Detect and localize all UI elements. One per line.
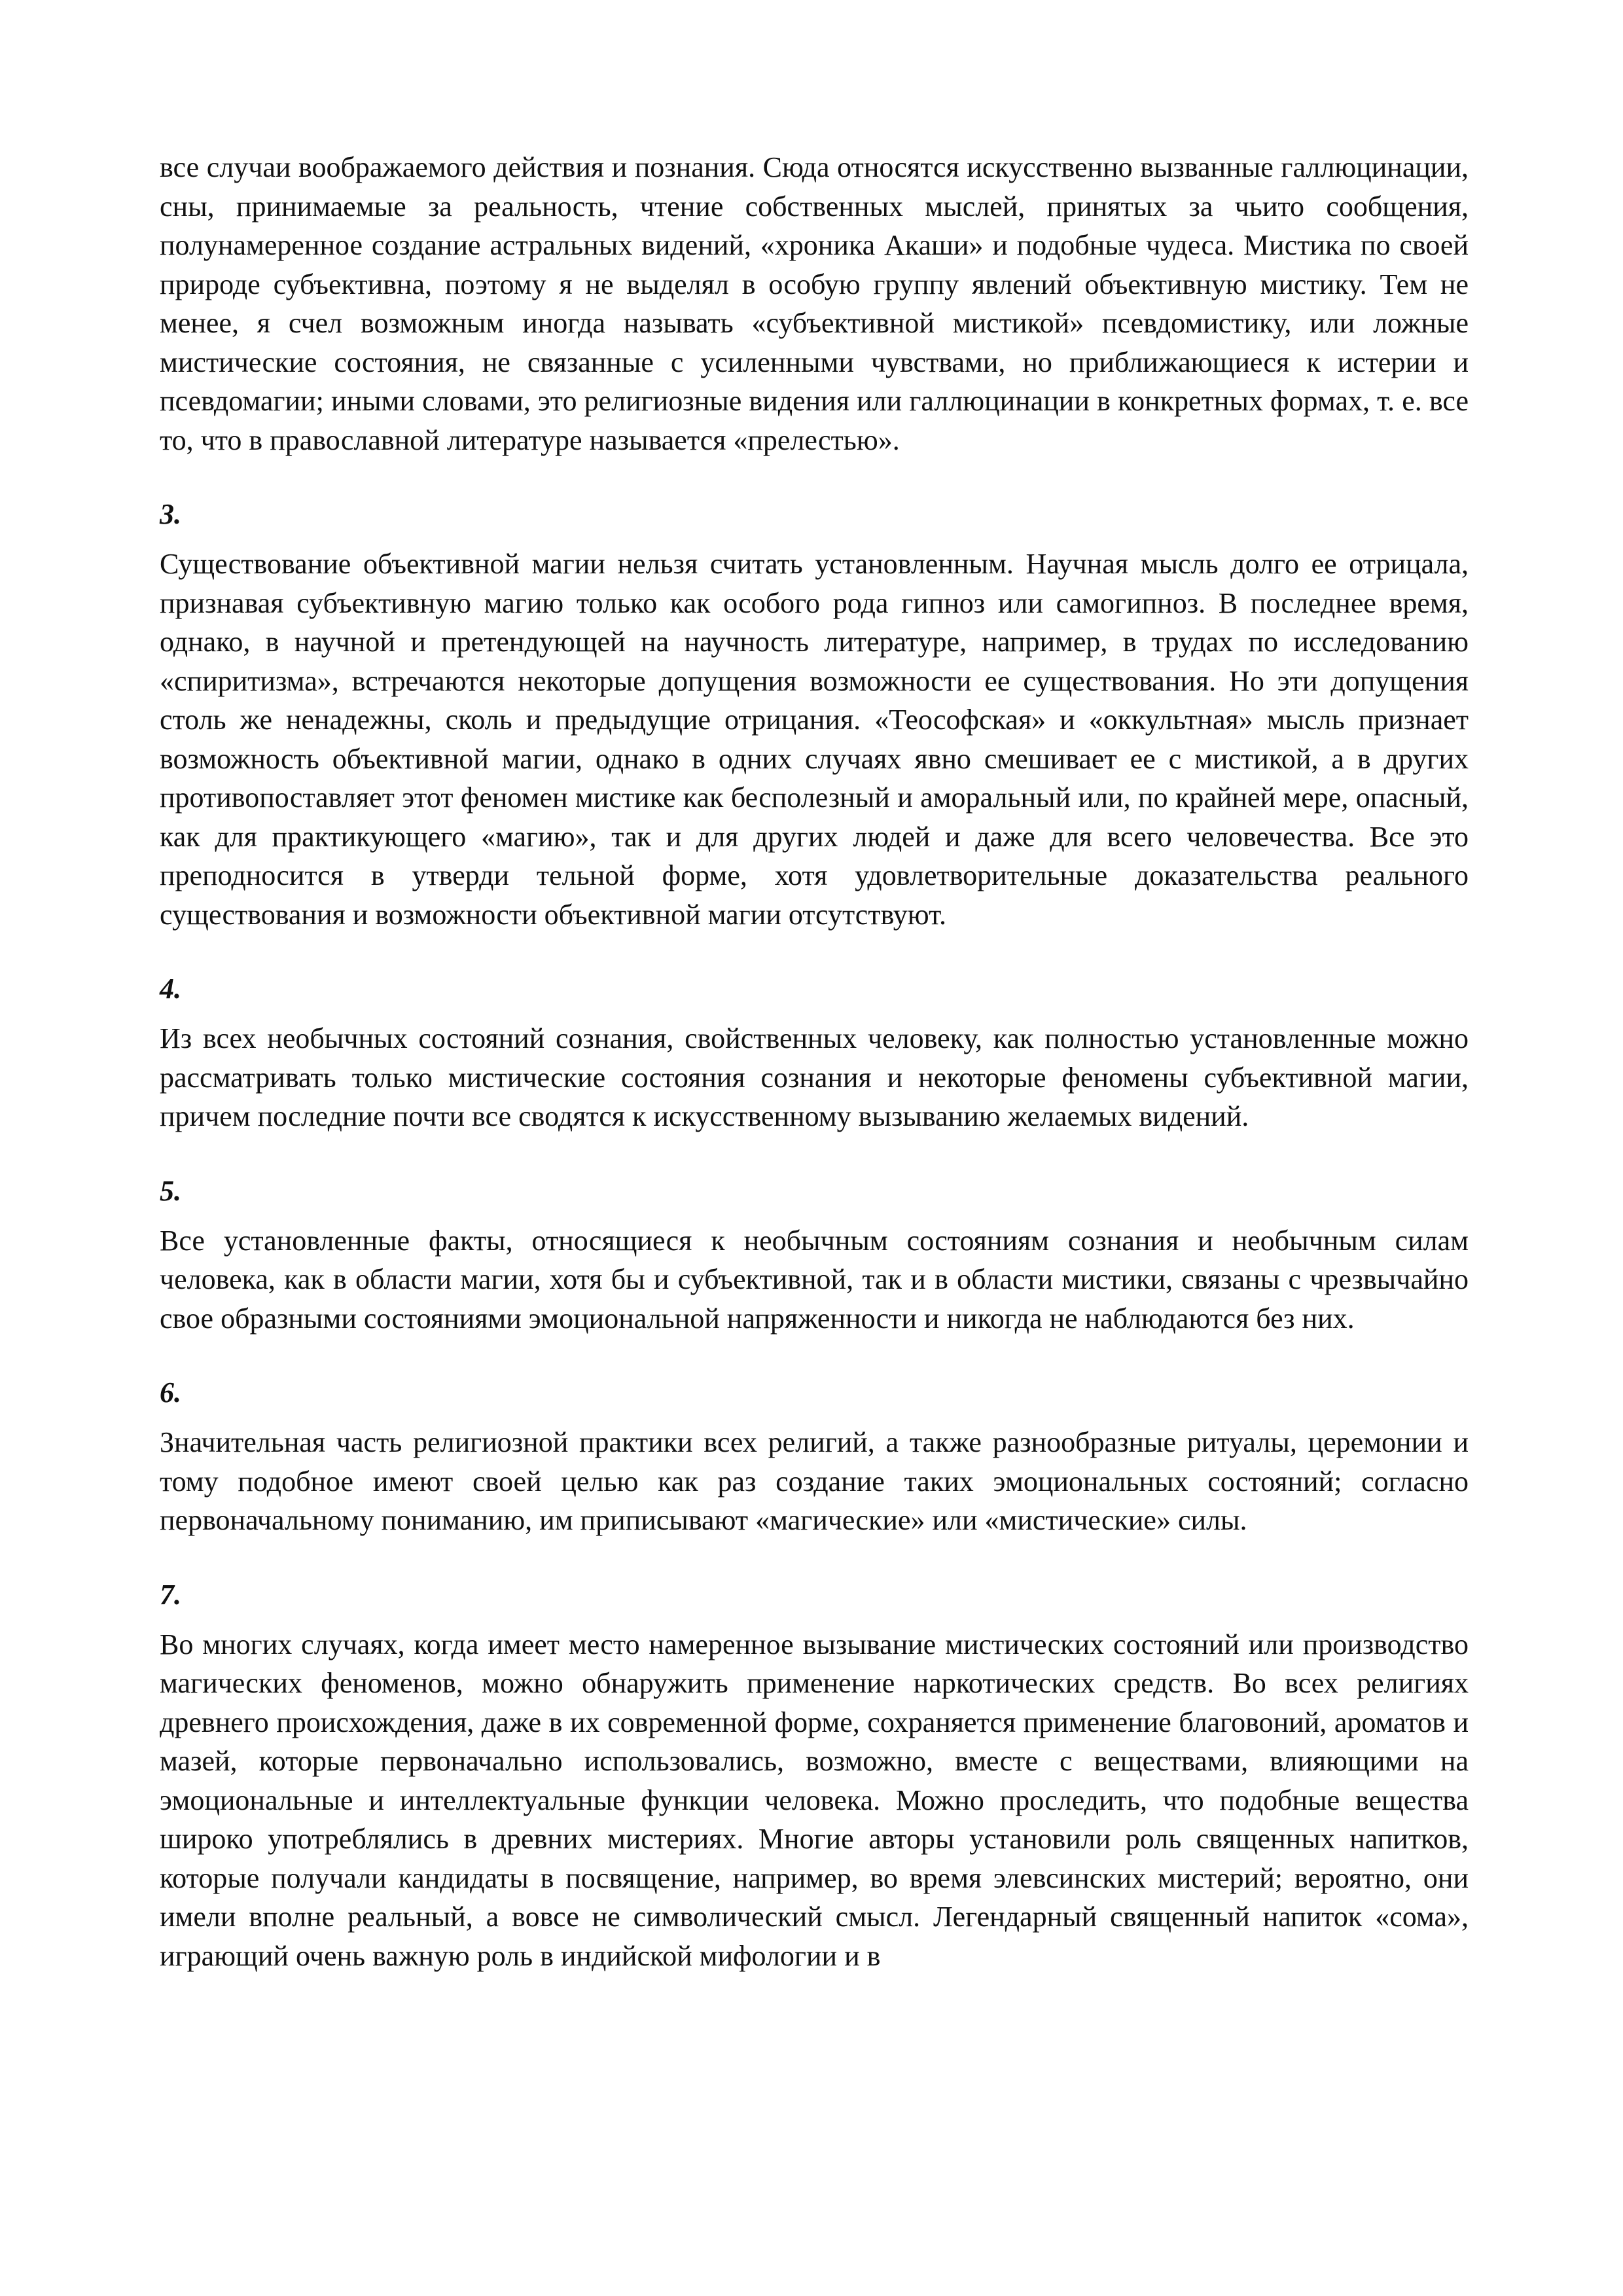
section-number-5: 5. <box>160 1174 181 1207</box>
paragraph-section-6: Значительная часть религиозной практики всех религий, а также разнообразные ритуалы, церемонии и тому подобное имеют своей целью как раз создание таких эмоциональных состояний; согласно первоначальному пониманию, им приписывают «магические» или «мистические» силы. <box>160 1426 1469 1536</box>
paragraph-section-5: Все установленные факты, относящиеся к необычным состояниям сознания и необычным силам человека, как в области магии, хотя бы и субъективной, так и в области мистики, связаны с чрезвычайно свое образными состояниями эмоциональной напряженности и никогда не наблюдаются без них. <box>160 1224 1469 1335</box>
section-number-7: 7. <box>160 1578 181 1611</box>
paragraph-section-4: Из всех необычных состояний сознания, свойственных человеку, как полностью установленные можно рассматривать только мистические состояния сознания и некоторые феномены субъективной магии, причем последние почти все сводятся к искусственному вызыванию желаемых видений. <box>160 1022 1469 1132</box>
paragraph-intro-continuation: все случаи воображаемого действия и познания. Сюда относятся искусственно вызванные галлюцинации, сны, принимаемые за реальность, чтение собственных мыслей, принятых за чьито сообщения, полунамеренное создание астральных видений, «хроника Акаши» и подобные чудеса. Мистика по своей природе субъективна, поэтому я не выделял в особую группу явлений объективную мистику. Тем не менее, я счел возможным иногда называть «субъективной мистикой» псевдомистику, или ложные мистические состояния, не связанные с усиленными чувствами, но приближающиеся к истерии и псевдомагии; иными словами, это религиозные видения или галлюцинации в конкретных формах, т. е. все то, что в православной литературе называется «прелестью». <box>160 151 1469 456</box>
section-number-3: 3. <box>160 498 181 530</box>
document-page <box>160 148 1469 1975</box>
paragraph-section-3: Существование объективной магии нельзя считать установленным. Научная мысль долго ее отрицала, признавая субъективную магию только как особого рода гипноз или самогипноз. В последнее время, однако, в научной и претендующей на научность литературе, например, в трудах по исследованию «спиритизма», встречаются некоторые допущения возможности ее существования. Но эти допущения столь же ненадежны, сколь и предыдущие отрицания. «Теософская» и «оккультная» мысль признает возможность объективной магии, однако в одних случаях явно смешивает ее с мистикой, а в других противопоставляет этот феномен мистике как бесполезный и аморальный или, по крайней мере, опасный, как для практикующего «магию», так и для других людей и даже для всего человечества. Все это преподносится в утверди тельной форме, хотя удовлетворительные доказательства реального существования и возможности объективной магии отсутствуют. <box>160 548 1469 931</box>
paragraph-section-7: Во многих случаях, когда имеет место намеренное вызывание мистических состояний или производство магических феноменов, можно обнаружить применение наркотических средств. Во всех религиях древнего происхождения, даже в их современной форме, сохраняется применение благовоний, ароматов и мазей, которые первоначально использовались, возможно, вместе с веществами, влияющими на эмоциональные и интеллектуальные функции человека. Можно проследить, что подобные вещества широко употреблялись в древних мистериях. Многие авторы установили роль священных напитков, которые получали кандидаты в посвящение, например, во время элевсинских мистерий; вероятно, они имели вполне реальный, а вовсе не символический смысл. Легендарный священный напиток «сома», играющий очень важную роль в индийской мифологии и в <box>160 1628 1469 1972</box>
section-number-4: 4. <box>160 973 181 1005</box>
section-number-6: 6. <box>160 1376 181 1408</box>
